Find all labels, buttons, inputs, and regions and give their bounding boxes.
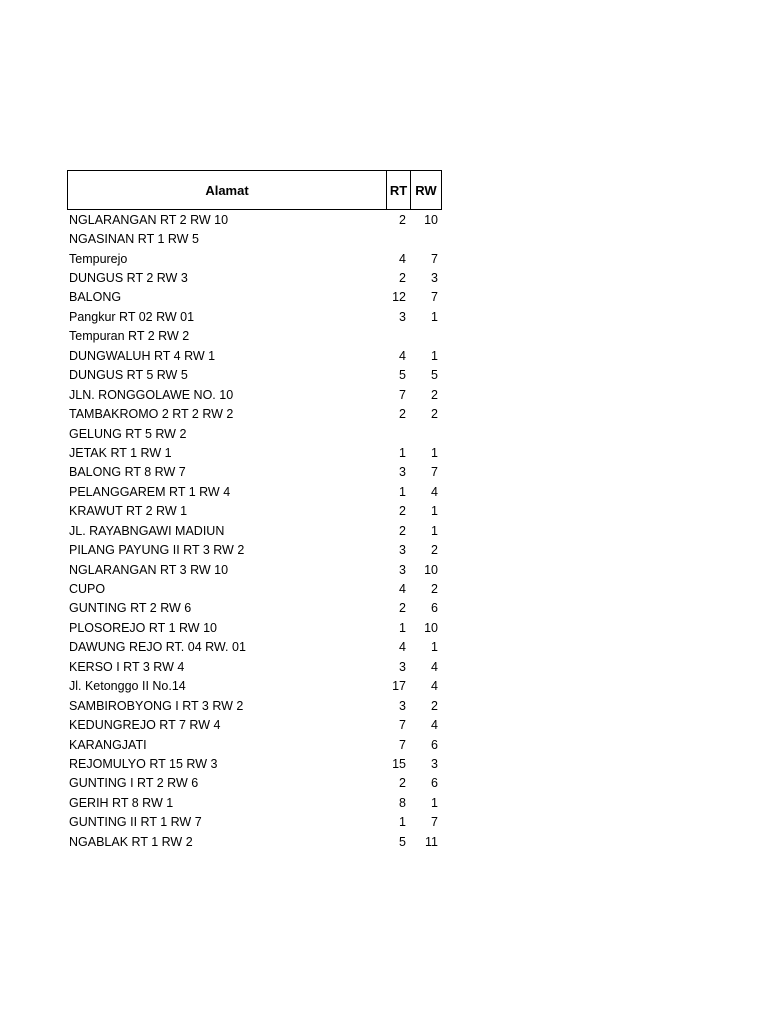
table-row bbox=[67, 832, 442, 851]
cell-alamat: KERSO I RT 3 RW 4 bbox=[69, 659, 185, 674]
cell-rw: 2 bbox=[431, 407, 438, 422]
table-body bbox=[67, 210, 442, 851]
cell-rt: 1 bbox=[399, 620, 406, 635]
cell-rt: 1 bbox=[399, 484, 406, 499]
cell-rt: 3 bbox=[399, 659, 406, 674]
table-row bbox=[67, 540, 442, 559]
cell-alamat: SAMBIROBYONG I RT 3 RW 2 bbox=[69, 698, 244, 713]
cell-alamat: BALONG RT 8 RW 7 bbox=[69, 465, 186, 480]
cell-rw: 1 bbox=[431, 348, 438, 363]
cell-alamat: GUNTING II RT 1 RW 7 bbox=[69, 815, 202, 830]
cell-rw: 1 bbox=[431, 523, 438, 538]
cell-alamat: Tempuran RT 2 RW 2 bbox=[69, 329, 190, 344]
table-row bbox=[67, 774, 442, 793]
cell-rw: 4 bbox=[431, 659, 438, 674]
cell-alamat: GERIH RT 8 RW 1 bbox=[69, 795, 174, 810]
cell-rt: 2 bbox=[399, 271, 406, 286]
cell-alamat: DUNGUS RT 5 RW 5 bbox=[69, 368, 188, 383]
cell-rt: 3 bbox=[399, 562, 406, 577]
cell-rw: 6 bbox=[431, 737, 438, 752]
table-row bbox=[67, 579, 442, 598]
cell-rt: 5 bbox=[399, 834, 406, 849]
table-row bbox=[67, 793, 442, 812]
cell-rt: 4 bbox=[399, 348, 406, 363]
cell-alamat: DAWUNG REJO RT. 04 RW. 01 bbox=[69, 640, 246, 655]
cell-rw: 1 bbox=[431, 445, 438, 460]
cell-rw: 4 bbox=[431, 484, 438, 499]
cell-rw: 2 bbox=[431, 582, 438, 597]
table-row bbox=[67, 754, 442, 773]
cell-alamat: NGASINAN RT 1 RW 5 bbox=[69, 232, 199, 247]
table-row bbox=[67, 210, 442, 229]
header-alamat: Alamat bbox=[205, 182, 249, 198]
cell-alamat: JLN. RONGGOLAWE NO. 10 bbox=[69, 387, 234, 402]
cell-alamat: KARANGJATI bbox=[69, 737, 147, 752]
table-row bbox=[67, 463, 442, 482]
cell-rt: 2 bbox=[399, 407, 406, 422]
cell-rt: 2 bbox=[399, 504, 406, 519]
cell-alamat: TAMBAKROMO 2 RT 2 RW 2 bbox=[69, 407, 234, 422]
cell-rw: 7 bbox=[431, 465, 438, 480]
cell-rt: 3 bbox=[399, 309, 406, 324]
cell-rw: 1 bbox=[431, 309, 438, 324]
address-table bbox=[67, 170, 442, 851]
cell-rw: 6 bbox=[431, 776, 438, 791]
table-row bbox=[67, 696, 442, 715]
cell-rt: 15 bbox=[392, 756, 406, 771]
cell-rw: 1 bbox=[431, 504, 438, 519]
table-row bbox=[67, 502, 442, 521]
cell-rw: 10 bbox=[424, 562, 438, 577]
table-row bbox=[67, 618, 442, 637]
cell-alamat: GUNTING RT 2 RW 6 bbox=[69, 601, 192, 616]
cell-rt: 3 bbox=[399, 698, 406, 713]
table-row bbox=[67, 560, 442, 579]
cell-rt: 12 bbox=[392, 290, 406, 305]
cell-alamat: NGABLAK RT 1 RW 2 bbox=[69, 834, 193, 849]
cell-rw: 2 bbox=[431, 698, 438, 713]
table-row bbox=[67, 813, 442, 832]
cell-alamat: GUNTING I RT 2 RW 6 bbox=[69, 776, 199, 791]
cell-rw: 1 bbox=[431, 640, 438, 655]
table-row bbox=[67, 327, 442, 346]
cell-rt: 1 bbox=[399, 815, 406, 830]
cell-alamat: Tempurejo bbox=[69, 251, 128, 266]
cell-rt: 3 bbox=[399, 465, 406, 480]
table-row bbox=[67, 288, 442, 307]
cell-rw: 2 bbox=[431, 543, 438, 558]
cell-rt: 5 bbox=[399, 368, 406, 383]
header-rw: RW bbox=[410, 171, 441, 209]
table-row bbox=[67, 346, 442, 365]
cell-rw: 1 bbox=[431, 795, 438, 810]
cell-alamat: NGLARANGAN RT 3 RW 10 bbox=[69, 562, 229, 577]
cell-alamat: DUNGWALUH RT 4 RW 1 bbox=[69, 348, 216, 363]
table-row bbox=[67, 677, 442, 696]
table-row bbox=[67, 482, 442, 501]
cell-rt: 4 bbox=[399, 640, 406, 655]
cell-rt: 2 bbox=[399, 601, 406, 616]
cell-rw: 7 bbox=[431, 251, 438, 266]
cell-rw: 5 bbox=[431, 368, 438, 383]
cell-rw: 10 bbox=[424, 620, 438, 635]
cell-alamat: CUPO bbox=[69, 582, 106, 597]
cell-alamat: BALONG bbox=[69, 290, 122, 305]
cell-alamat: PILANG PAYUNG II RT 3 RW 2 bbox=[69, 543, 245, 558]
table-row bbox=[67, 599, 442, 618]
table-row bbox=[67, 249, 442, 268]
cell-rt: 3 bbox=[399, 543, 406, 558]
table-row bbox=[67, 366, 442, 385]
cell-alamat: JL. RAYABNGAWI MADIUN bbox=[69, 523, 225, 538]
cell-rw: 7 bbox=[431, 815, 438, 830]
cell-alamat: PELANGGAREM RT 1 RW 4 bbox=[69, 484, 231, 499]
table-row bbox=[67, 735, 442, 754]
cell-rw: 4 bbox=[431, 679, 438, 694]
cell-rw: 3 bbox=[431, 271, 438, 286]
cell-rt: 2 bbox=[399, 523, 406, 538]
cell-rw: 10 bbox=[424, 212, 438, 227]
cell-rw: 6 bbox=[431, 601, 438, 616]
cell-alamat: JETAK RT 1 RW 1 bbox=[69, 445, 172, 460]
cell-rt: 17 bbox=[392, 679, 406, 694]
cell-alamat: PLOSOREJO RT 1 RW 10 bbox=[69, 620, 217, 635]
cell-rt: 4 bbox=[399, 251, 406, 266]
cell-rw: 4 bbox=[431, 718, 438, 733]
table-row bbox=[67, 715, 442, 734]
cell-alamat: REJOMULYO RT 15 RW 3 bbox=[69, 756, 218, 771]
cell-alamat: GELUNG RT 5 RW 2 bbox=[69, 426, 187, 441]
cell-alamat: DUNGUS RT 2 RW 3 bbox=[69, 271, 188, 286]
cell-rw: 3 bbox=[431, 756, 438, 771]
cell-rt: 2 bbox=[399, 776, 406, 791]
cell-alamat: Pangkur RT 02 RW 01 bbox=[69, 309, 195, 324]
table-row bbox=[67, 521, 442, 540]
cell-rt: 8 bbox=[399, 795, 406, 810]
table-header-row bbox=[67, 170, 442, 210]
table-row bbox=[67, 424, 442, 443]
table-row bbox=[67, 443, 442, 462]
cell-rt: 1 bbox=[399, 445, 406, 460]
cell-rt: 2 bbox=[399, 212, 406, 227]
cell-rt: 7 bbox=[399, 737, 406, 752]
cell-alamat: Jl. Ketonggo II No.14 bbox=[69, 679, 186, 694]
cell-rt: 7 bbox=[399, 387, 406, 402]
table-row bbox=[67, 638, 442, 657]
cell-rw: 11 bbox=[425, 834, 438, 849]
table-row bbox=[67, 404, 442, 423]
table-row bbox=[67, 229, 442, 248]
cell-alamat: KEDUNGREJO RT 7 RW 4 bbox=[69, 718, 221, 733]
cell-rw: 7 bbox=[431, 290, 438, 305]
cell-rt: 7 bbox=[399, 718, 406, 733]
cell-rt: 4 bbox=[399, 582, 406, 597]
cell-alamat: KRAWUT RT 2 RW 1 bbox=[69, 504, 188, 519]
table-row bbox=[67, 268, 442, 287]
table-row bbox=[67, 657, 442, 676]
cell-rw: 2 bbox=[431, 387, 438, 402]
table-row bbox=[67, 307, 442, 326]
table-row bbox=[67, 385, 442, 404]
header-rt: RT bbox=[386, 171, 410, 209]
cell-alamat: NGLARANGAN RT 2 RW 10 bbox=[69, 212, 229, 227]
